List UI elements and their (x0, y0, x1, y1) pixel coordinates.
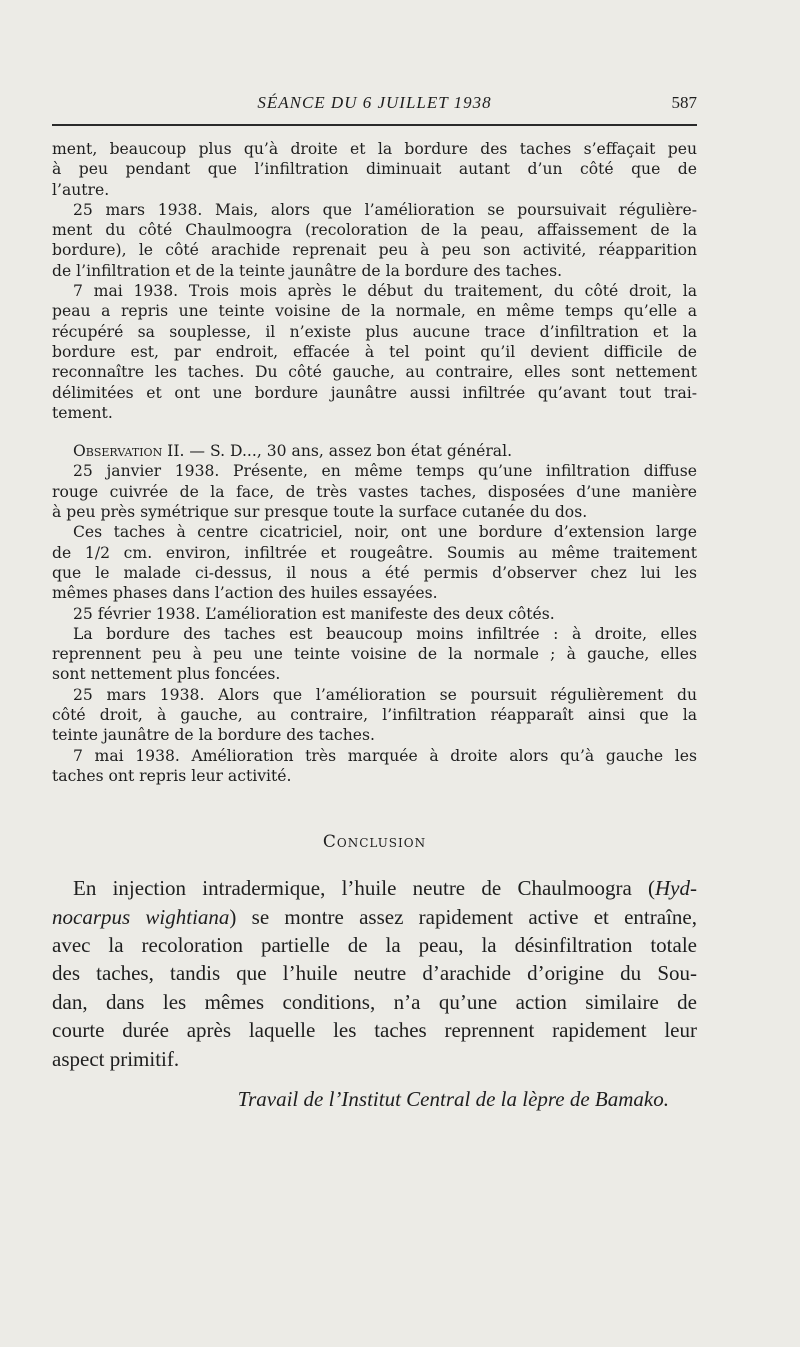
text-line: délimitées et ont une bordure jaunâtre aussi infiltrée qu’avant tout trai- (52, 383, 697, 402)
text-line: Ces taches à centre cicatriciel, noir, ont une bordure d’extension large (73, 523, 697, 542)
attribution: Travail de l’Institut Central de la lèpre de Bamako. (237, 1087, 669, 1112)
page-header (52, 93, 697, 117)
text-line: de 1/2 cm. environ, infiltrée et rougeâtre. Soumis au même traitement (52, 543, 697, 562)
paragraph (52, 746, 697, 787)
page-number: 587 (671, 93, 697, 112)
text-line: tement. (52, 403, 113, 422)
text-line: 25 mars 1938. Alors que l’amélioration se poursuit régulièrement du (73, 685, 697, 704)
text-line: sont nettement plus foncées. (52, 665, 281, 684)
paragraph (52, 604, 697, 624)
paragraph (52, 139, 697, 200)
text-line: reconnaître les taches. Du côté gauche, au contraire, elles sont nettement (52, 363, 697, 382)
text-line: 7 mai 1938. Amélioration très marquée à droite alors qu’à gauche les (73, 746, 697, 765)
text-body (52, 139, 697, 1112)
text-line: l’autre. (52, 180, 110, 199)
text-line: aspect primitif. (52, 1046, 180, 1071)
paragraph (52, 624, 697, 685)
text-line: à peu pendant que l’infiltration diminuait autant d’un côté que de (52, 160, 697, 179)
text-line: nocarpus wightiana) se montre assez rapidement active et entraîne, (52, 904, 697, 929)
paragraph (52, 281, 697, 423)
text-line: reprennent peu à peu une teinte voisine de la normale ; à gauche, elles (52, 645, 697, 664)
paragraph (52, 461, 697, 522)
running-title: SÉANCE DU 6 JUILLET 1938 (257, 93, 492, 112)
text-line: rouge cuivrée de la face, de très vastes taches, disposées d’une manière (52, 482, 697, 501)
text-line: La bordure des taches est beaucoup moins infiltrée : à droite, elles (73, 624, 697, 643)
text-line: En injection intradermique, l’huile neutre de Chaulmoogra (Hyd- (73, 876, 697, 901)
text-line: 25 février 1938. L’amélioration est manifeste des deux côtés. (73, 604, 555, 623)
text-line: ment du côté Chaulmoogra (recoloration de la peau, affaissement de la (52, 221, 697, 240)
text-line: des taches, tandis que l’huile neutre d’arachide d’origine du Sou- (52, 961, 697, 986)
observation-label: Observation (73, 442, 163, 461)
text-line: peau a repris une teinte voisine de la normale, en même temps qu’elle a (52, 302, 697, 321)
text-line: à peu près symétrique sur presque toute la surface cutanée du dos. (52, 503, 588, 522)
text-line: bordure), le côté arachide reprenait peu à peu son activité, réapparition (52, 241, 697, 260)
observation-title (52, 441, 697, 461)
text-line: 25 janvier 1938. Présente, en même temps qu’une infiltration diffuse (73, 462, 697, 481)
text-line: avec la recoloration partielle de la peau, la désinfiltration totale (52, 933, 697, 958)
text-line: bordure est, par endroit, effacée à tel point qu’il devient difficile de (52, 342, 697, 361)
text-line: teinte jaunâtre de la bordure des taches. (52, 726, 375, 745)
text-line: courte durée après laquelle les taches reprennent rapidement leur (52, 1018, 697, 1043)
text-line: mêmes phases dans l’action des huiles essayées. (52, 584, 438, 603)
text-line: dan, dans les mêmes conditions, n’a qu’une action similaire de (52, 989, 697, 1014)
paragraph (52, 200, 697, 281)
section-heading: Conclusion (322, 832, 427, 853)
text-line: récupéré sa souplesse, il n’existe plus aucune trace d’infiltration et la (52, 322, 697, 341)
paragraph (52, 522, 697, 603)
text-line: 25 mars 1938. Mais, alors que l’amélioration se poursuivait régulière- (73, 200, 697, 219)
paragraph (52, 685, 697, 746)
text-line: de l’infiltration et de la teinte jaunâtre de la bordure des taches. (52, 261, 563, 280)
header-rule (52, 124, 697, 126)
conclusion-paragraph (52, 874, 697, 1073)
text-line: ment, beaucoup plus qu’à droite et la bordure des taches s’effaçait peu (52, 140, 697, 158)
observation-section (52, 441, 697, 786)
text-line: taches ont repris leur activité. (52, 766, 292, 785)
text-line: 7 mai 1938. Trois mois après le début du traitement, du côté droit, la (73, 282, 697, 301)
observation-text: II. — S. D..., 30 ans, assez bon état général. (167, 442, 513, 461)
text-line: côté droit, à gauche, au contraire, l’infiltration réapparaît ainsi que la (52, 706, 697, 725)
text-line: que le malade ci-dessus, il nous a été permis d’observer chez lui les (52, 563, 697, 582)
